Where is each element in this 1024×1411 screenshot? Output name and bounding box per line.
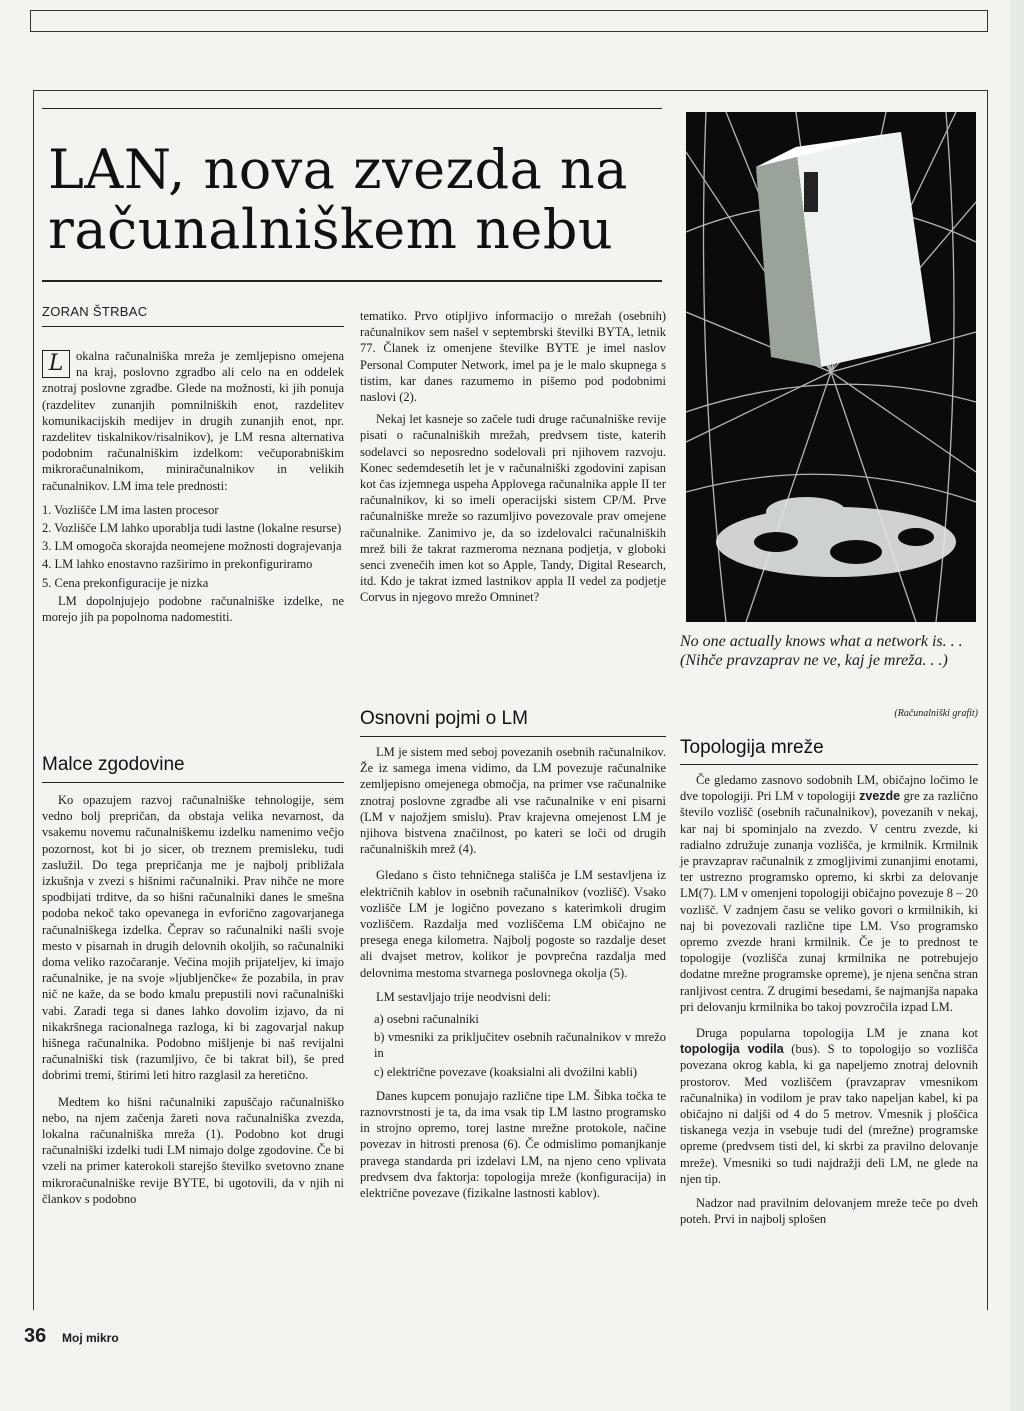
intro-closing: LM dopolnjujejo podobne računalniške izdelke, ne morejo jih pa popolnoma nadomestiti. <box>42 593 344 625</box>
body-text: Če gledamo zasnovo sodobnih LM, običajno ločimo le dve topologiji. Pri LM v topologiji <box>680 773 978 804</box>
column-middle <box>360 308 666 612</box>
frame-rule <box>987 90 988 1310</box>
column-right <box>680 772 978 1233</box>
list-item: 3. LM omogoča skorajda neomejene možnosti dograjevanja <box>42 539 342 554</box>
body-paragraph: Gledano s čisto tehničnega stališča je LM sestavljena iz električnih kablov in osebnih računalnikov (vozlišč). Vsako vozlišče LM je logično povezano s katerimkoli drugim vozliščem. Razdalja med vozliščema LM običajno ne presega enega kilometra. Najbolj pogoste so razdalje deset ali dvajset metrov, kolikor je povprečna razdalja med delovnima mestoma stvarnega poslovnega okolja (5). <box>360 868 666 980</box>
list-item: 4. LM lahko enostavno razširimo in prekonfiguriramo <box>42 557 313 572</box>
frame-rule <box>33 90 988 91</box>
network-illustration <box>686 112 976 622</box>
section-heading: Osnovni pojmi o LM <box>360 708 528 729</box>
top-rule-box <box>30 10 988 32</box>
list-item: 5. Cena prekonfiguracije je nizka <box>42 575 209 590</box>
term-star: zvezde <box>859 789 901 804</box>
section-rule <box>680 764 978 765</box>
column-left <box>42 348 344 631</box>
advantages-list <box>42 502 344 591</box>
list-item: b) vmesniki za priključitev osebnih računalnikov v mrežo in <box>374 1030 666 1061</box>
column-left-history <box>42 792 344 1213</box>
section-rule <box>42 782 344 783</box>
body-text: (bus). S to topologijo so vozlišča povezana okrog kabla, ki ga napeljemo znotraj delovnih prostorov. Med vozliščem (pravzaprav vmesnikom računalnika) in vodilom je prav tako napeljan kabel, ki pa običajno ni daljši od 4 do 5 metrov. Vmesnik j ploščica tiskanega vezja in vsebuje tudi del (mrežne) programske opreme (predvsem tisti del, ki skrbi za pravilno delovanje mreže). Vmesniki so tudi najdražji deli LM, ne glede na njen tip. <box>680 1042 979 1186</box>
page-number: 36 <box>24 1325 47 1347</box>
body-paragraph: LM sestavljajo trije neodvisni deli: <box>376 989 551 1004</box>
section-heading: Topologija mreže <box>680 737 824 758</box>
history-paragraph: Ko opazujem razvoj računalniške tehnologije, sem vedno bolj prepričan, da obstaja velika nevarnost, da vsakemu novemu računalniškemu izdelku namenimo večjo pozornost, kot bi jo sicer, ob treznem premisleku, tudi zaslužil. Do tega prepričanja me je najbolj približala izkušnja v zvezi s hišnimi računalniki. Prav nihče ne more spodbijati trditve, da so hišni računalniki danes le smešna podoba nekoč tako opevanega in evforično zagovarjanega računalniškega izdelka. Čeprav so računalniki našli svoje mesto v pisarnah in drugih delovnih okoljih, so računalniki doma veliko razočaranje. Večina mojih prijateljev, ki imajo računalnike, je na svoje »ljubljenčke« že pozabila, in prav nič ne kaže, da se bodo kmalu prepustili novi računalniški vabi. Zaradi tega si danes lahko dovolim izjavo, da ni nikakršnega racionalnega razloga, ki bi zagovarjal nakup hišnega računalnika. Podobno mišljenje bi naš revijalni računalniški tisk (razumljivo, če bi takrat bil), še pred dobrimi tremi, štirimi leti hitro razglasil za heretično. <box>42 793 344 1083</box>
section-heading: Malce zgodovine <box>42 754 185 775</box>
headline-rule <box>42 108 662 109</box>
drop-cap: L <box>42 350 70 378</box>
article-title: LAN, nova zvezda na računalniškem nebu <box>48 138 628 261</box>
headline-rule <box>42 280 662 282</box>
author-byline: ZORAN ŠTRBAC <box>42 304 148 319</box>
body-paragraph: Nekaj let kasneje so začele tudi druge računalniške revije pisati o računalniških mrežah, predvsem tiste, katerih sodelavci so neposredno sodelovali pri njihovem razvoju. Konec sedemdesetih let je v računalniški zgodovini zapisan kot čas izjemnega uspeha Applovega računalnika apple II ter računalnikov, ki so imeli operacijski sistem CP/M. Prve računalniške mreže so razumljivo povezovale prav omejene računalnike. Zanimivo je, da so izdelovalci računalniških mrež bili že takrat razmeroma neznana podjetja, v globoki senci zvenečih imen kot so Apple, Tandy, Digital Research, itd. Kdo je takrat izmed lastnikov appla II vedel za podjetje Corvus in njegovo mrežo Omninet? <box>360 412 666 605</box>
frame-rule <box>33 90 34 1310</box>
list-item: 1. Vozlišče LM ima lasten procesor <box>42 502 219 517</box>
body-paragraph: Danes kupcem ponujajo različne tipe LM. Šibka točka te raznovrstnosti je ta, da ima vsak tip LM lastno programsko in strojno opremo, torej lastne mrežne protokole, načine povezav in hitrosti prenosa (6). Če odmislimo pomanjkanje pravega standarda pri izdelavi LM, na njeno ceno vplivata predvsem dva faktorja: topologija mreže (konfiguracija) in električne povezave (fizikalne lastnosti kablov). <box>360 1088 666 1201</box>
list-item: a) osebni računalniki <box>374 1012 479 1027</box>
column-middle-basics <box>360 744 666 1207</box>
intro-paragraph: okalna računalniška mreža je zemljepisno omejena na kraj, poslovno zgradbo ali celo na en oddelek znotraj poslovne zgradbe. Glede na možnosti, ki jih ponuja (razdelitev zunanjih pomnilniških enot, razdelitev komunikacijskih medijev in drugih zunanjih enot, npr. razdelitev tiskalnikov/risalnikov), je LM resna alternativa podobnim računalniškim izdelkom: večuporabniškim mikroračunalnikom, miniračunalnikov in velikih računalnikov. LM ima tele prednosti: <box>42 349 344 493</box>
body-text: Druga popularna topologija LM je znana kot <box>696 1026 978 1041</box>
image-credit: (Računalniški grafit) <box>894 708 978 719</box>
term-bus: topologija vodila <box>680 1042 784 1057</box>
magazine-name: Moj mikro <box>62 1331 119 1345</box>
history-paragraph: Medtem ko hišni računalniki zapuščajo računalniško nebo, na njem začenja žareti nova računalniška zvezda, lokalna računalniška mreža (1). Podobno kot drugi računalniški izdelki tudi LM nimajo dolge zgodovine. Če bi vzeli na primer katerokoli starejšo številko svetovno znane mikroračunalniške revije BYTE, bi ugotovili, da v njih ni člankov s podobno <box>42 1094 344 1206</box>
illustration-graphic <box>686 112 976 622</box>
body-text: gre za različno število vozlišč (osebnih računalnikov), povezanih v nekaj, kar naj bi spominjalo na zvezdo. V centru zvezde, ki radialno združuje zunanja vozlišča, je krmilnik. Krmilnik je pravzaprav računalnik z zmogljivimi zunanjimi enotami, ter ustrezno programsko opremo, ki skrbi za delovanje LM(7). LM v omenjeni topologiji običajno povezuje 8 – 20 vozlišč. V zadnjem času se veliko govori o krmilnikih, ki naj bi povezovali različne tipe LM. Vso programsko opremo zvezde hrani krmilnik. Če je to prednost te topologije (vozlišča zunaj krmilnika ne potrebujejo dodatne mrežne programske opreme), je njena senčna stran ranljivost centra. Z drugimi besedami, še najmanjša napaka pri delovanju krmilnika bo takoj povzročila izpad LM. <box>680 789 979 1014</box>
list-item: 2. Vozlišče LM lahko uporablja tudi lastne (lokalne resurse) <box>42 521 342 536</box>
byline-rule <box>42 326 344 327</box>
body-paragraph: LM je sistem med seboj povezanih osebnih računalnikov. Že iz samega imena vidimo, da LM povezuje računalnike zemljepisno omejenega območja, na primer vse računalnike znotraj poslovne zgradbe ali vse računalnike v eni pisarni (LM v najožjem smislu). Prav krajevna omejenost LM je njihova bistvena značilnost, po kateri se loči od drugih računalniških mrež (4). <box>360 745 666 857</box>
list-item: c) električne povezave (koaksialni ali dvožilni kabli) <box>374 1064 638 1079</box>
body-paragraph: Nadzor nad pravilnim delovanjem mreže teče po dveh poteh. Prvi in najbolj splošen <box>680 1196 978 1227</box>
image-caption: No one actually knows what a network is. . . (Nihče pravzaprav ne ve, kaj je mreža. . .) <box>680 633 963 669</box>
section-rule <box>360 736 666 737</box>
body-paragraph: tematiko. Prvo otipljivo informacijo o mrežah (osebnih) računalnikov sem našel v septembrski številki BYTA, letnik 77. Članek iz omenjene številke BYTE je imel naslov Personal Computer Network, imel pa je le malo skupnega s tistim, kar danes razumemo in pišemo pod podobnimi naslovi (2). <box>360 309 666 405</box>
